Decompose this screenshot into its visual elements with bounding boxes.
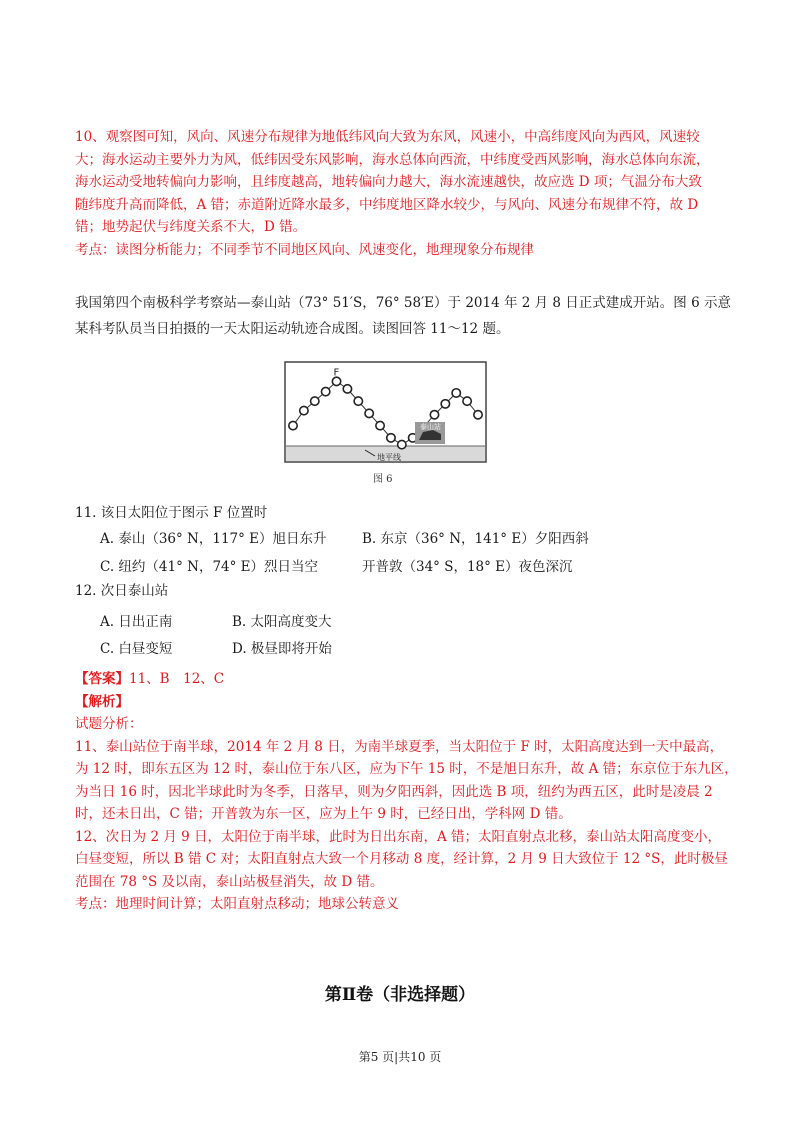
q11-stem (75, 500, 740, 526)
q11-stem-text: 11. 该日太阳位于图示 F 位置时 (75, 505, 268, 521)
sun-position-marker (463, 397, 471, 405)
q10-line: 大；海水运动主要外力为风，低纬因受东风影响，海水总体向西流，中纬度受西风影响，海水总体向东流， (75, 151, 710, 168)
intro-line: 某科考队员当日拍摄的一天太阳运动轨迹合成图。读图回答 11～12 题。 (75, 321, 510, 337)
answer-label: 【答案】 (75, 671, 129, 687)
sun-position-marker (332, 377, 340, 385)
analysis-line: 为 12 时，即东五区为 12 时，泰山位于东八区，应为下午 15 时，不是旭日东升，故 A 错；东京位于东九区， (75, 761, 738, 777)
q12-options-row2 (100, 639, 332, 659)
q10-explanation (75, 126, 740, 261)
station-label: 泰山站 (420, 423, 441, 431)
answer-value: 11、B 12、C (129, 671, 225, 687)
horizon-label: 地平线 (377, 453, 401, 462)
sun-position-marker (387, 434, 395, 442)
q11-option-d[interactable]: 开普敦（34° S，18° E）夜色深沉 (362, 559, 573, 575)
section-title: 第Ⅱ卷（非选择题） (324, 985, 476, 1005)
q12-option-b[interactable]: B. 太阳高度变大 (232, 614, 332, 630)
answer-line (75, 668, 740, 691)
analysis-sub: 试题分析： (75, 716, 143, 732)
point-f-label: F (333, 367, 340, 379)
sun-position-marker (365, 409, 373, 417)
q10-line: 海水运动受地转偏向力影响，且纬度越高，地转偏向力越大，海水流速越快，故应选 D 项；气温分布大致 (75, 174, 702, 190)
q11-options-row2 (100, 557, 573, 577)
answer-block (75, 668, 740, 916)
sun-position-marker (376, 421, 384, 429)
analysis-line: 为当日 16 时，因北半球此时为冬季，日落早，则为夕阳西斜，因此选 B 项，纽约为西五区，此时是凌晨 2 (75, 783, 713, 800)
q12-option-d[interactable]: D. 极昼即将开始 (232, 641, 332, 657)
sun-position-marker (354, 397, 362, 405)
q10-line: 随纬度升高而降低，A 错；赤道附近降水最多，中纬度地区降水较少，与风向、风速分布规律不符，故 D (75, 196, 699, 213)
q12-stem-text: 12. 次日泰山站 (75, 583, 169, 599)
sun-position-marker (474, 411, 482, 419)
intro-line: 我国第四个南极科学考察站—泰山站（73° 51′S，76° 58′E）于 2014 年 2 月 8 日正式建成开站。图 6 示意 (75, 295, 731, 311)
q12-stem (75, 578, 740, 604)
q11-options-row1 (100, 529, 589, 549)
sun-position-marker (452, 389, 460, 397)
q12-option-c[interactable]: C. 白昼变短 (100, 641, 173, 657)
sun-position-marker (311, 397, 319, 405)
q12-option-a[interactable]: A. 日出正南 (100, 614, 173, 630)
analysis-label: 【解析】 (75, 693, 129, 710)
q10-line: 错；地势起伏与纬度关系不大，D 错。 (75, 219, 307, 235)
sun-position-marker (441, 400, 449, 408)
sun-position-marker (300, 406, 308, 414)
analysis-line: 12、次日为 2 月 9 日，太阳位于南半球，此时为日出东南，A 错；太阳直射点北移，泰山站太阳高度变小， (75, 828, 722, 845)
q10-line: 10、观察图可知，风向、风速分布规律为地低纬风向大致为东风，风速小，中高纬度风向为西风，风速较 (75, 129, 700, 145)
analysis-line: 白昼变短，所以 B 错 C 对；太阳直射点大致一个月移动 8 度，经计算，2 月 9 日大致位于 12 °S，此时极昼 (75, 851, 728, 867)
q10-kaodian: 考点：读图分析能力；不同季节不同地区风向、风速变化，地理现象分布规律 (75, 241, 534, 258)
analysis-kaodian: 考点：地理时间计算；太阳直射点移动；地球公转意义 (75, 896, 399, 912)
sun-position-marker (343, 385, 351, 393)
figure-caption: 图 6 (373, 474, 393, 485)
intro-paragraph (75, 290, 740, 342)
analysis-line: 时，还未日出，C 错；开普敦为东一区，应为上午 9 时，已经日出，学科网 D 错。 (75, 806, 572, 822)
q12-options-row1 (100, 612, 332, 632)
sun-path-figure (283, 360, 488, 484)
q11-option-b[interactable]: B. 东京（36° N，141° E）夕阳西斜 (362, 531, 589, 547)
q11-option-c[interactable]: C. 纽约（41° N，74° E）烈日当空 (100, 559, 319, 575)
analysis-line: 11、泰山站位于南半球，2014 年 2 月 8 日，为南半球夏季，当太阳位于 F 时，太阳高度达到一天中最高， (75, 738, 724, 755)
sun-position-marker (321, 387, 329, 395)
sun-position-marker (430, 411, 438, 419)
q11-option-a[interactable]: A. 泰山（36° N，117° E）旭日东升 (100, 531, 327, 547)
analysis-line: 范围在 78 °S 及以南，泰山站极昼消失，故 D 错。 (75, 873, 384, 890)
sun-position-marker (398, 440, 406, 448)
sun-position-marker (289, 421, 297, 429)
page-footer: 第5 页|共10 页 (358, 1050, 442, 1064)
